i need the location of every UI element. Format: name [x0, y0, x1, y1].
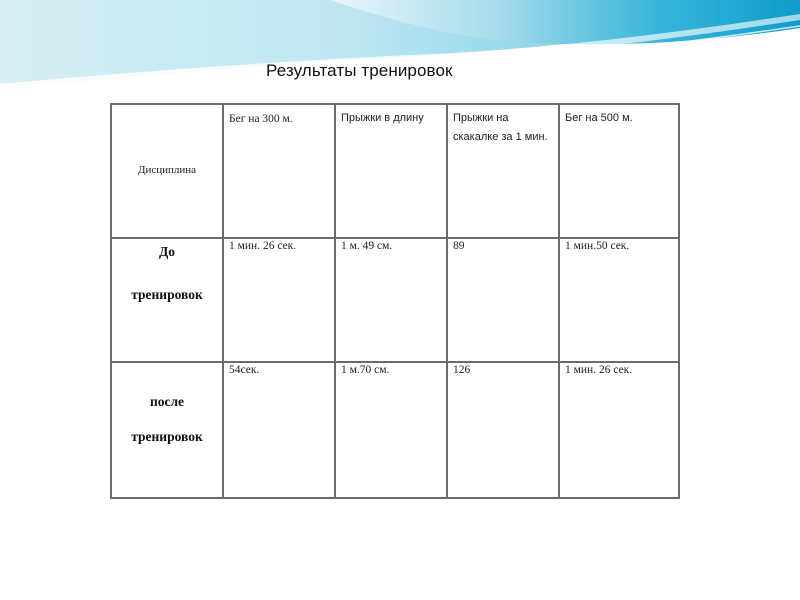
cell-after-run-300: 54сек.: [224, 363, 336, 499]
slide-title: Результаты тренировок: [266, 61, 453, 80]
cell-before-long-jump: 1 м. 49 см.: [336, 239, 448, 363]
header-run-300: Бег на 300 м.: [224, 105, 336, 239]
cell-before-run-500: 1 мин.50 сек.: [560, 239, 680, 363]
header-rope-jump: Прыжки на скакалке за 1 мин.: [448, 105, 560, 239]
row-label-before: [112, 239, 224, 363]
row-label-before-line1: До: [158, 244, 176, 259]
table-row-after: [112, 363, 680, 499]
header-run-500: Бег на 500 м.: [560, 105, 680, 239]
cell-before-rope-jump: 89: [448, 239, 560, 363]
header-long-jump: Прыжки в длину: [336, 105, 448, 239]
row-label-after: [112, 363, 224, 499]
cell-before-run-300: 1 мин. 26 сек.: [224, 239, 336, 363]
cell-after-long-jump: 1 м.70 см.: [336, 363, 448, 499]
cell-after-rope-jump: 126: [448, 363, 560, 499]
row-label-before-line2: тренировок: [131, 286, 203, 302]
table-header-row: [112, 105, 680, 239]
row-label-after-line2: тренировок: [131, 428, 203, 444]
results-table: [110, 103, 680, 499]
corner-cell-discipline: Дисциплина: [112, 105, 224, 239]
cell-after-run-500: 1 мин. 26 сек.: [560, 363, 680, 499]
table-row-before: [112, 239, 680, 363]
row-label-after-line1: после: [149, 394, 185, 409]
